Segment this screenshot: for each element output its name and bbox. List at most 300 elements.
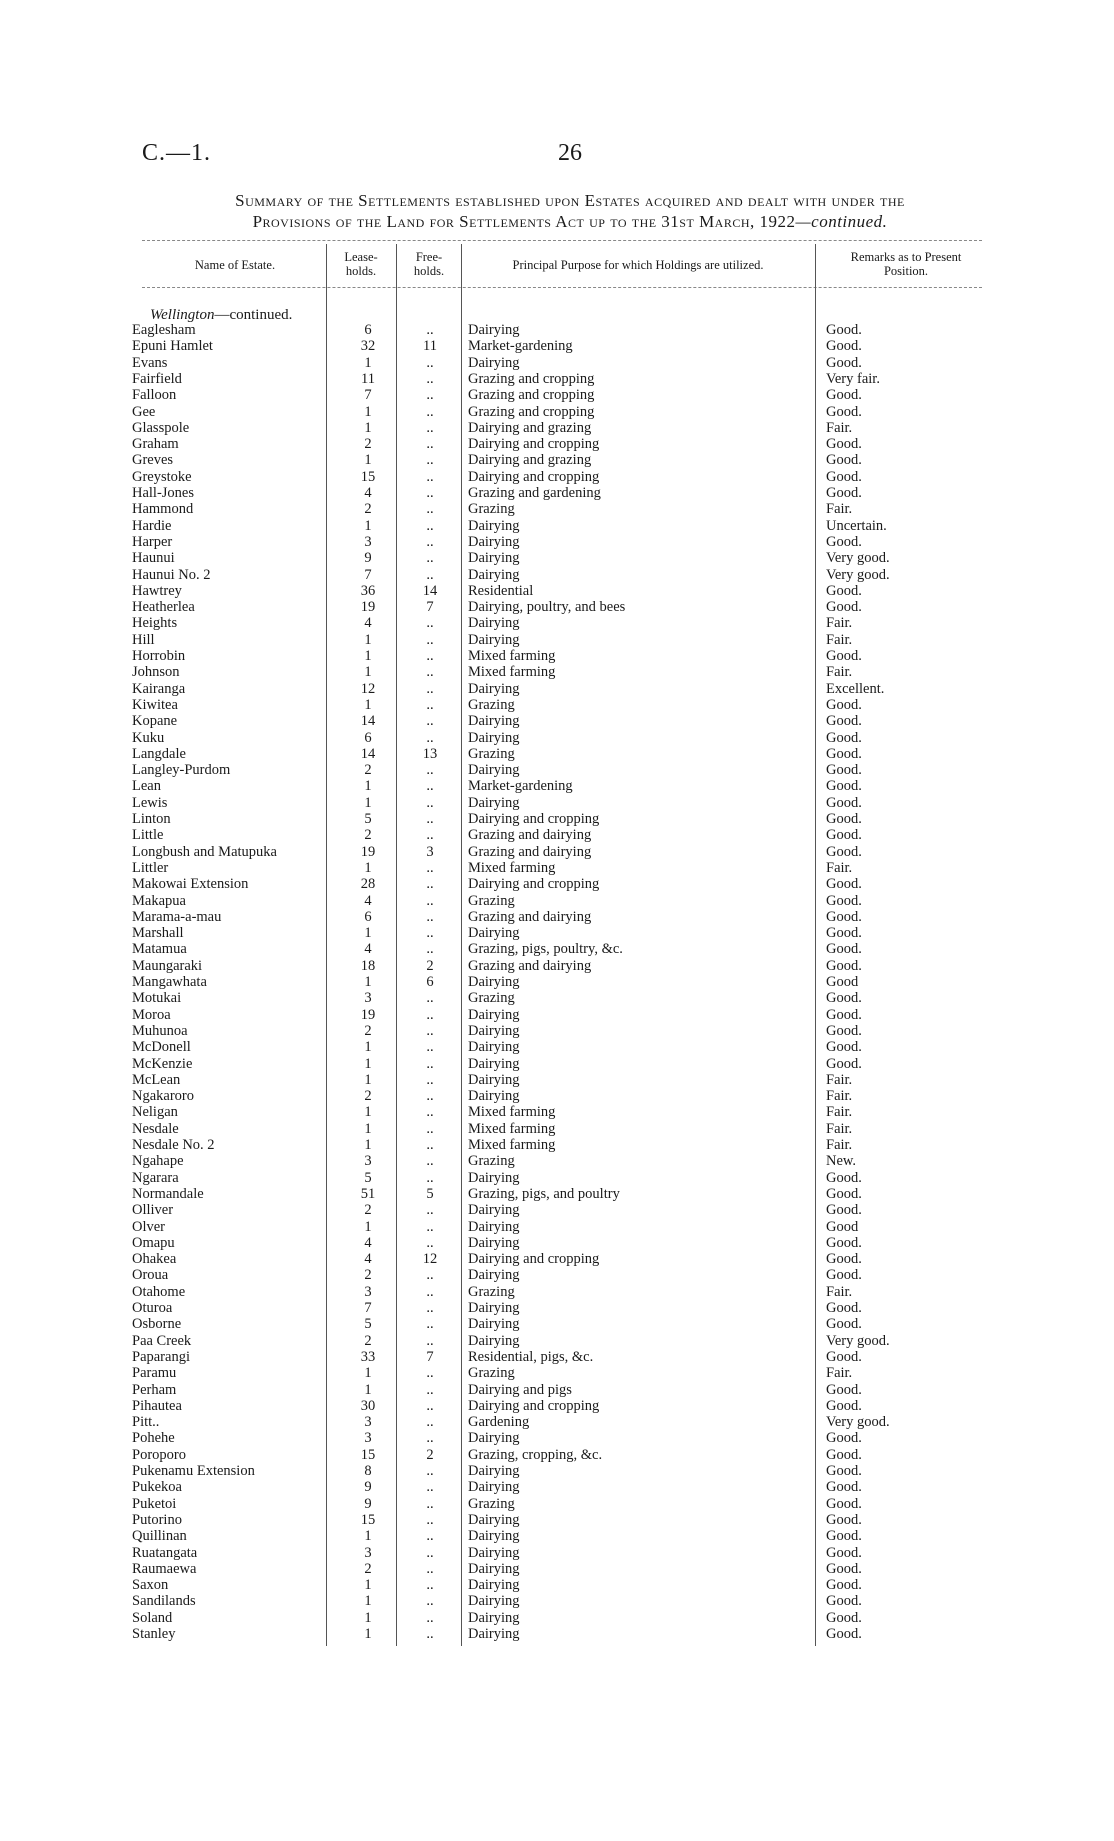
holding-purpose: Dairying: [468, 1169, 520, 1186]
leaseholds-count: 1: [364, 1120, 372, 1137]
position-remark: Good.: [826, 354, 862, 371]
table-title-line-2-text: Provisions of the Land for Settlements Act up to the 31st March, 1922: [252, 212, 796, 231]
table-row: [0, 762, 1114, 779]
freeholds-count: ..: [426, 1593, 434, 1610]
leaseholds-count: 7: [364, 1300, 372, 1316]
table-row: [0, 371, 1114, 388]
estate-name: Moroa: [132, 1006, 171, 1023]
holding-purpose: Dairying: [468, 762, 520, 779]
table-row: [0, 827, 1114, 844]
freeholds-count: ..: [426, 876, 434, 893]
table-row: [0, 1333, 1114, 1350]
table-row: [0, 1202, 1114, 1219]
holding-purpose: Dairying: [468, 1577, 520, 1594]
table-row: [0, 1593, 1114, 1610]
freeholds-count: 13: [422, 745, 438, 762]
estate-name: Mangawhata: [132, 974, 207, 990]
table-row: [0, 1007, 1114, 1024]
column-header-leaseholds-line1: Lease-: [344, 250, 378, 264]
holding-purpose: Dairying and cropping: [468, 436, 600, 453]
position-remark: Good.: [826, 485, 862, 501]
position-remark: Good.: [826, 941, 862, 958]
holding-purpose: Dairying: [468, 1055, 520, 1072]
position-remark: Good.: [826, 713, 862, 730]
holding-purpose: Residential: [468, 582, 534, 599]
holding-purpose: Dairying: [468, 1300, 520, 1316]
position-remark: Good.: [826, 1348, 862, 1365]
table-row: [0, 876, 1114, 893]
leaseholds-count: 1: [364, 419, 372, 436]
table-row: [0, 1316, 1114, 1333]
holding-purpose: Dairying: [468, 1234, 520, 1251]
freeholds-count: ..: [426, 436, 434, 453]
position-remark: Good.: [826, 745, 862, 762]
position-remark: Good: [826, 974, 859, 990]
holding-purpose: Dairying: [468, 713, 520, 730]
table-row: [0, 338, 1114, 355]
holding-purpose: Dairying and cropping: [468, 876, 600, 893]
position-remark: Good.: [826, 1430, 862, 1447]
holding-purpose: Grazing and dairying: [468, 843, 592, 860]
estate-name: Gee: [132, 403, 156, 420]
freeholds-count: ..: [426, 990, 434, 1007]
holding-purpose: Grazing: [468, 1153, 515, 1170]
position-remark: Good.: [826, 403, 862, 420]
column-header-name: Name of Estate.: [194, 258, 276, 272]
leaseholds-count: 5: [364, 1169, 372, 1186]
leaseholds-count: 19: [360, 599, 376, 616]
holding-purpose: Dairying: [468, 631, 520, 648]
position-remark: Good.: [826, 1528, 862, 1545]
position-remark: Fair.: [826, 1104, 853, 1121]
estate-name: Ruatangata: [132, 1544, 198, 1561]
estate-name: Hall-Jones: [132, 485, 195, 501]
estate-name: Putorino: [132, 1511, 182, 1528]
estate-name: Horrobin: [132, 648, 186, 664]
table-row: [0, 1072, 1114, 1089]
position-remark: Good.: [826, 1300, 862, 1316]
position-remark: Good.: [826, 762, 862, 779]
estate-name: Makowai Extension: [132, 876, 249, 893]
freeholds-count: ..: [426, 1381, 434, 1398]
estate-name: Ngakaroro: [132, 1088, 195, 1105]
position-remark: Good.: [826, 468, 862, 485]
position-remark: Good.: [826, 1039, 862, 1056]
estate-name: McLean: [132, 1071, 181, 1088]
table-row: [0, 1219, 1114, 1236]
freeholds-count: ..: [426, 485, 434, 501]
holding-purpose: Dairying: [468, 794, 520, 811]
leaseholds-count: 14: [360, 713, 376, 730]
position-remark: Fair.: [826, 1283, 853, 1300]
estate-name: Maungaraki: [132, 957, 203, 974]
position-remark: Fair.: [826, 419, 853, 436]
table-row: [0, 485, 1114, 502]
estate-name: Motukai: [132, 990, 182, 1007]
leaseholds-count: 1: [364, 1218, 372, 1235]
freeholds-count: ..: [426, 778, 434, 795]
table-row: [0, 1610, 1114, 1627]
estate-name: Olliver: [132, 1202, 174, 1219]
position-remark: Good.: [826, 1022, 862, 1039]
column-header-purpose: Principal Purpose for which Holdings are utilized.: [512, 258, 764, 272]
estate-name: McKenzie: [132, 1055, 193, 1072]
table-row: [0, 583, 1114, 600]
holding-purpose: Gardening: [468, 1414, 530, 1431]
table-row: [0, 1382, 1114, 1399]
freeholds-count: ..: [426, 1609, 434, 1626]
table-row: [0, 1447, 1114, 1464]
leaseholds-count: 1: [364, 1626, 372, 1642]
position-remark: Good.: [826, 1006, 862, 1023]
position-remark: Good.: [826, 1234, 862, 1251]
position-remark: Good.: [826, 1463, 862, 1479]
freeholds-count: ..: [426, 1169, 434, 1186]
table-row: [0, 436, 1114, 453]
freeholds-count: ..: [426, 1283, 434, 1300]
holding-purpose: Grazing: [468, 696, 515, 713]
document-code: C.—1.: [142, 140, 212, 166]
position-remark: Good.: [826, 925, 862, 942]
estate-name: Ngahape: [132, 1153, 184, 1170]
freeholds-count: ..: [426, 533, 434, 550]
leaseholds-count: 15: [360, 1511, 376, 1528]
holding-purpose: Grazing and dairying: [468, 908, 592, 925]
leaseholds-count: 1: [364, 1577, 372, 1594]
table-row: [0, 778, 1114, 795]
position-remark: Very good.: [826, 550, 890, 567]
leaseholds-count: 6: [364, 729, 372, 746]
holding-purpose: Dairying: [468, 1332, 520, 1349]
holding-purpose: Dairying and pigs: [468, 1381, 572, 1398]
estate-name: Paparangi: [132, 1348, 190, 1365]
estate-name: Lean: [132, 778, 161, 795]
leaseholds-count: 4: [364, 941, 372, 958]
table-row: [0, 1626, 1114, 1643]
position-remark: Very good.: [826, 1332, 890, 1349]
table-row: [0, 567, 1114, 584]
leaseholds-count: 1: [364, 1055, 372, 1072]
leaseholds-count: 32: [360, 338, 376, 355]
holding-purpose: Grazing: [468, 501, 515, 518]
holding-purpose: Dairying: [468, 1022, 520, 1039]
leaseholds-count: 1: [364, 648, 372, 664]
table-row: [0, 990, 1114, 1007]
holding-purpose: Dairying: [468, 1316, 520, 1333]
estate-name: Pukenamu Extension: [132, 1463, 255, 1479]
holding-purpose: Dairying: [468, 1609, 520, 1626]
estate-name: Marshall: [132, 925, 184, 942]
holding-purpose: Dairying: [468, 1593, 520, 1610]
estate-name: Oroua: [132, 1267, 169, 1284]
leaseholds-count: 19: [360, 843, 376, 860]
estate-name: Hardie: [132, 517, 172, 534]
column-header-leaseholds-line2: holds.: [345, 264, 377, 278]
estate-name: Falloon: [132, 387, 177, 404]
position-remark: Very fair.: [826, 370, 880, 387]
estate-name: Graham: [132, 436, 179, 453]
holding-purpose: Dairying: [468, 1463, 520, 1479]
position-remark: Good.: [826, 1267, 862, 1284]
leaseholds-count: 2: [364, 501, 372, 518]
position-remark: Good.: [826, 1202, 862, 1219]
holding-purpose: Grazing and cropping: [468, 387, 595, 404]
freeholds-count: ..: [426, 1316, 434, 1333]
table-row: [0, 893, 1114, 910]
leaseholds-count: 2: [364, 1088, 372, 1105]
holding-purpose: Dairying: [468, 1071, 520, 1088]
leaseholds-count: 6: [364, 322, 372, 338]
position-remark: Good.: [826, 696, 862, 713]
holding-purpose: Dairying: [468, 974, 520, 990]
table-row: [0, 1121, 1114, 1138]
freeholds-count: ..: [426, 892, 434, 909]
table-row: [0, 1267, 1114, 1284]
holding-purpose: Dairying: [468, 615, 520, 632]
position-remark: Good.: [826, 1251, 862, 1268]
holding-purpose: Grazing: [468, 1365, 515, 1382]
holding-purpose: Residential, pigs, &c.: [468, 1348, 594, 1365]
table-row: [0, 404, 1114, 421]
holding-purpose: Market-gardening: [468, 778, 573, 795]
estate-name: Ohakea: [132, 1251, 177, 1268]
position-remark: Good.: [826, 1577, 862, 1594]
estate-name: Glasspole: [132, 419, 190, 436]
estate-name: Harper: [132, 533, 173, 550]
leaseholds-count: 15: [360, 468, 376, 485]
table-row: [0, 844, 1114, 861]
freeholds-count: ..: [426, 1234, 434, 1251]
position-remark: Very good.: [826, 1414, 890, 1431]
table-row: [0, 1023, 1114, 1040]
freeholds-count: ..: [426, 615, 434, 632]
holding-purpose: Dairying: [468, 354, 520, 371]
table-row: [0, 599, 1114, 616]
leaseholds-count: 1: [364, 1104, 372, 1121]
leaseholds-count: 2: [364, 827, 372, 844]
holding-purpose: Dairying: [468, 1544, 520, 1561]
table-title-line-2: [120, 211, 1020, 233]
position-remark: Fair.: [826, 501, 853, 518]
estate-name: Heatherlea: [132, 599, 195, 616]
freeholds-count: 7: [426, 599, 434, 616]
leaseholds-count: 5: [364, 811, 372, 827]
estate-name: Neligan: [132, 1104, 178, 1121]
position-remark: Good.: [826, 1316, 862, 1333]
table-row: [0, 1039, 1114, 1056]
table-row: [0, 322, 1114, 339]
leaseholds-count: 7: [364, 566, 372, 583]
estate-name: Omapu: [132, 1234, 175, 1251]
table-row: [0, 925, 1114, 942]
estate-name: Puketoi: [132, 1495, 177, 1512]
holding-purpose: Dairying: [468, 566, 520, 583]
leaseholds-count: 19: [360, 1006, 376, 1023]
estate-name: Paramu: [132, 1365, 177, 1382]
position-remark: Good.: [826, 1169, 862, 1186]
estate-name: Pitt..: [132, 1414, 160, 1431]
freeholds-count: ..: [426, 1071, 434, 1088]
holding-purpose: Grazing, pigs, and poultry: [468, 1185, 620, 1202]
table-row: [0, 1137, 1114, 1154]
table-row: [0, 420, 1114, 437]
freeholds-count: ..: [426, 859, 434, 876]
estate-name: Haunui: [132, 550, 175, 567]
leaseholds-count: 2: [364, 1332, 372, 1349]
leaseholds-count: 1: [364, 1365, 372, 1382]
leaseholds-count: 15: [360, 1446, 376, 1463]
table-row: [0, 1088, 1114, 1105]
table-row: [0, 1414, 1114, 1431]
holding-purpose: Dairying: [468, 1479, 520, 1496]
position-remark: Good.: [826, 1511, 862, 1528]
table-row: [0, 1056, 1114, 1073]
table-title-continued: —continued.: [795, 212, 888, 231]
freeholds-count: ..: [426, 1626, 434, 1642]
table-row: [0, 534, 1114, 551]
leaseholds-count: 1: [364, 859, 372, 876]
position-remark: Good.: [826, 892, 862, 909]
estate-name: Longbush and Matupuka: [132, 843, 277, 860]
leaseholds-count: 8: [364, 1463, 372, 1479]
position-remark: Good.: [826, 1560, 862, 1577]
leaseholds-count: 1: [364, 403, 372, 420]
leaseholds-count: 1: [364, 1381, 372, 1398]
holding-purpose: Dairying: [468, 1267, 520, 1284]
freeholds-count: ..: [426, 1332, 434, 1349]
leaseholds-count: 1: [364, 517, 372, 534]
freeholds-count: ..: [426, 1088, 434, 1105]
leaseholds-count: 2: [364, 1022, 372, 1039]
leaseholds-count: 5: [364, 1316, 372, 1333]
freeholds-count: ..: [426, 1267, 434, 1284]
table-row: [0, 1398, 1114, 1415]
freeholds-count: ..: [426, 517, 434, 534]
table-row: [0, 1104, 1114, 1121]
table-row: [0, 518, 1114, 535]
freeholds-count: ..: [426, 1120, 434, 1137]
freeholds-count: ..: [426, 322, 434, 338]
estate-name: Perham: [132, 1381, 177, 1398]
position-remark: Good.: [826, 778, 862, 795]
estate-name: Nesdale No. 2: [132, 1137, 215, 1153]
table-row: [0, 860, 1114, 877]
holding-purpose: Dairying: [468, 550, 520, 567]
estate-name: Haunui No. 2: [132, 566, 211, 583]
holding-purpose: Grazing and gardening: [468, 485, 601, 501]
estate-name: Greystoke: [132, 468, 192, 485]
leaseholds-count: 1: [364, 1528, 372, 1545]
position-remark: Good.: [826, 1626, 862, 1642]
section-district: Wellington: [150, 307, 215, 323]
leaseholds-count: 1: [364, 1039, 372, 1056]
estate-name: Raumaewa: [132, 1560, 197, 1577]
estate-name: Nesdale: [132, 1120, 179, 1137]
table-row: [0, 501, 1114, 518]
holding-purpose: Dairying: [468, 1039, 520, 1056]
freeholds-count: 11: [423, 338, 437, 355]
leaseholds-count: 1: [364, 452, 372, 469]
estate-name: Stanley: [132, 1626, 176, 1642]
freeholds-count: 2: [426, 957, 434, 974]
holding-purpose: Mixed farming: [468, 859, 556, 876]
estate-name: Evans: [132, 354, 168, 371]
estate-name: Osborne: [132, 1316, 182, 1333]
leaseholds-count: 12: [360, 680, 376, 697]
holding-purpose: Dairying: [468, 729, 520, 746]
freeholds-count: 3: [426, 843, 434, 860]
position-remark: Good.: [826, 648, 862, 664]
position-remark: Good.: [826, 1397, 862, 1414]
freeholds-count: 2: [426, 1446, 434, 1463]
freeholds-count: ..: [426, 468, 434, 485]
leaseholds-count: 9: [364, 1495, 372, 1512]
holding-purpose: Dairying: [468, 1006, 520, 1023]
estate-name: Lewis: [132, 794, 168, 811]
table-row: [0, 1251, 1114, 1268]
leaseholds-count: 1: [364, 696, 372, 713]
holding-purpose: Dairying: [468, 1202, 520, 1219]
freeholds-count: ..: [426, 1560, 434, 1577]
position-remark: Good.: [826, 1495, 862, 1512]
estate-name: Kiwitea: [132, 696, 178, 713]
estate-name: Paa Creek: [132, 1332, 192, 1349]
leaseholds-count: 3: [364, 990, 372, 1007]
freeholds-count: ..: [426, 419, 434, 436]
holding-purpose: Grazing: [468, 1283, 515, 1300]
position-remark: Very good.: [826, 566, 890, 583]
position-remark: Fair.: [826, 1137, 853, 1153]
leaseholds-count: 18: [360, 957, 376, 974]
table-row: [0, 1349, 1114, 1366]
position-remark: Fair.: [826, 615, 853, 632]
freeholds-count: ..: [426, 794, 434, 811]
position-remark: Good.: [826, 908, 862, 925]
holding-purpose: Mixed farming: [468, 648, 556, 664]
freeholds-count: ..: [426, 1153, 434, 1170]
holding-purpose: Dairying and cropping: [468, 1251, 600, 1268]
leaseholds-count: 1: [364, 794, 372, 811]
table-row: [0, 355, 1114, 372]
estate-name: Greves: [132, 452, 174, 469]
table-title-line-1: Summary of the Settlements established upon Estates acquired and dealt with under the: [235, 191, 905, 210]
estate-name: Ngarara: [132, 1169, 179, 1186]
column-header-freeholds: [398, 250, 460, 278]
freeholds-count: ..: [426, 387, 434, 404]
freeholds-count: ..: [426, 1577, 434, 1594]
leaseholds-count: 1: [364, 1609, 372, 1626]
section-continued: —continued.: [214, 307, 293, 323]
position-remark: Good.: [826, 876, 862, 893]
estate-name: Kopane: [132, 713, 178, 730]
estate-name: Epuni Hamlet: [132, 338, 213, 355]
position-remark: Good.: [826, 387, 862, 404]
position-remark: Good.: [826, 957, 862, 974]
leaseholds-count: 3: [364, 1153, 372, 1170]
freeholds-count: 7: [426, 1348, 434, 1365]
table-row: [0, 941, 1114, 958]
holding-purpose: Dairying: [468, 925, 520, 942]
leaseholds-count: 3: [364, 1544, 372, 1561]
freeholds-count: 6: [426, 974, 434, 990]
position-remark: Good.: [826, 322, 862, 338]
leaseholds-count: 33: [360, 1348, 376, 1365]
table-row: [0, 681, 1114, 698]
holding-purpose: Dairying: [468, 1560, 520, 1577]
leaseholds-count: 14: [360, 745, 376, 762]
column-header-leaseholds: [330, 250, 392, 278]
holding-purpose: Grazing and dairying: [468, 957, 592, 974]
